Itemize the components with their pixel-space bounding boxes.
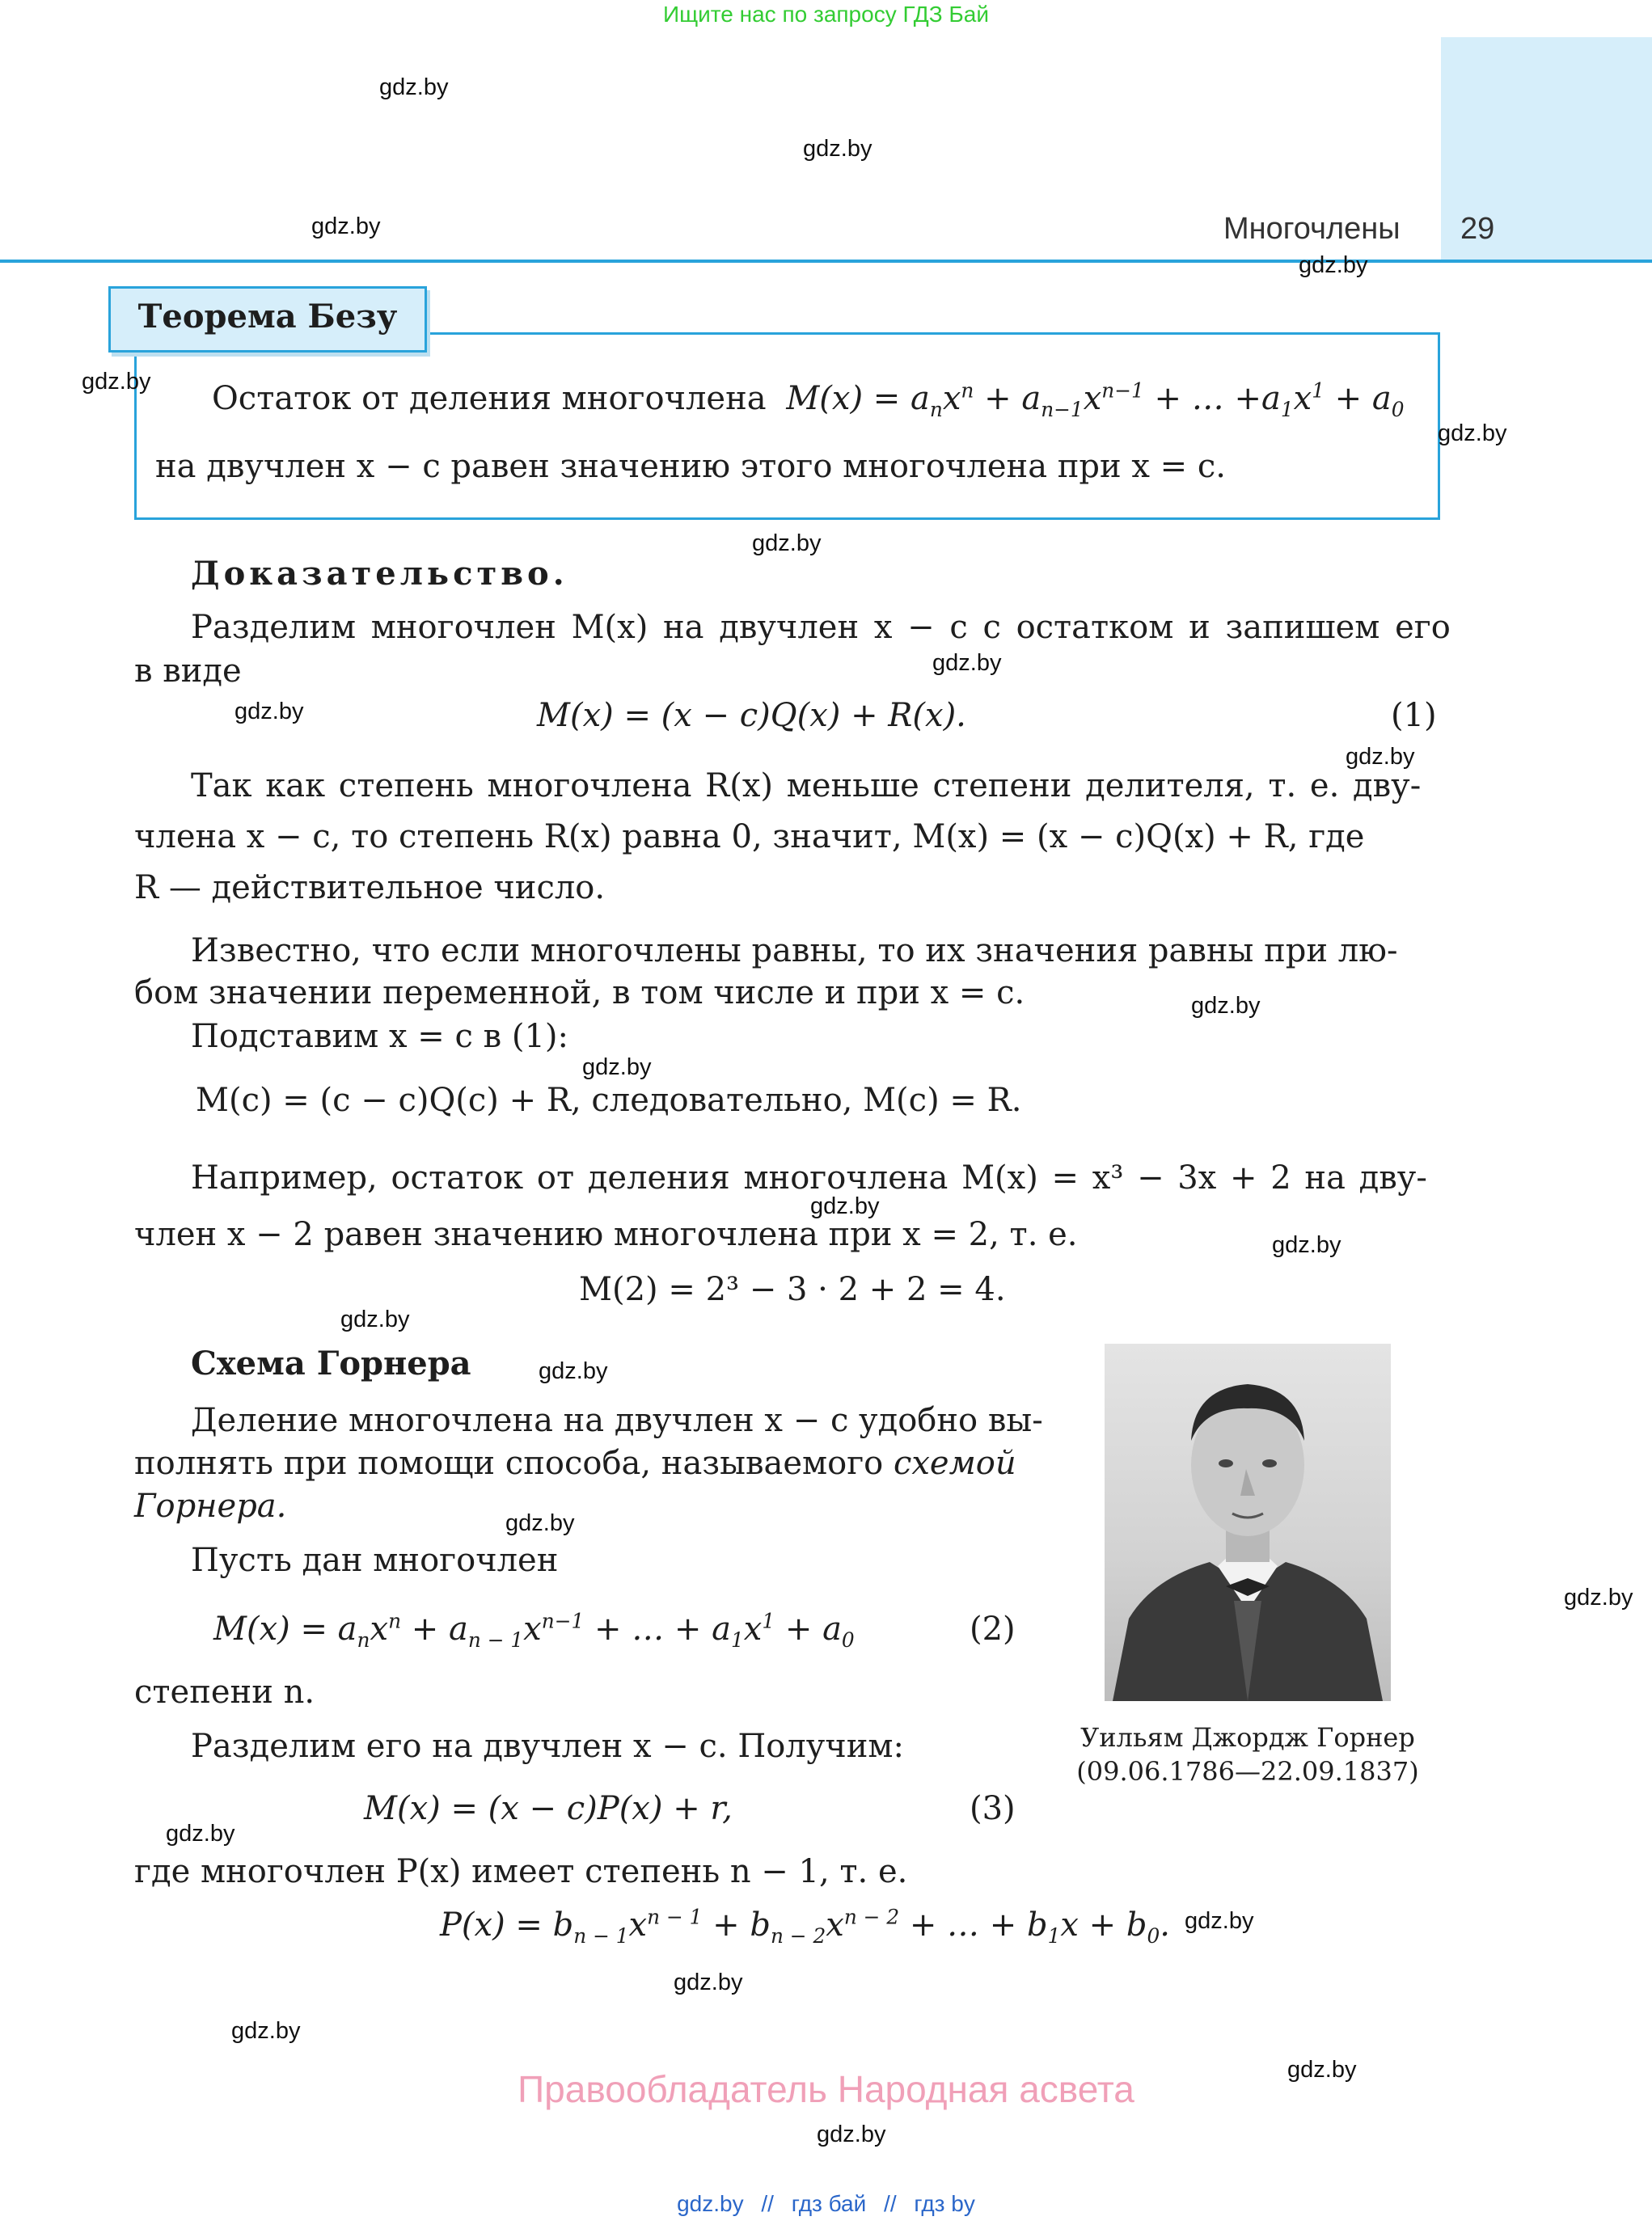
horner-p5: где многочлен P(x) имеет степень n − 1, т. е. [134,1853,908,1890]
watermark: gdz.by [539,1358,608,1384]
proof-p1-line2: в виде [134,652,242,690]
equation-1: M(x) = (x − c)Q(x) + R(x). [537,697,966,734]
watermark: gdz.by [379,74,449,100]
horner-p1-plain: полнять при помощи способа, называемого [134,1445,884,1482]
equation-2-number: (2) [970,1611,1016,1648]
footer-link-2[interactable]: гдз бай [791,2191,867,2216]
horner-p1-line3: Горнера. [134,1488,287,1525]
equation-3: M(x) = (x − c)P(x) + r, [364,1790,733,1827]
watermark: gdz.by [505,1510,575,1536]
horner-p1-line2 [134,1442,1016,1485]
theorem-title: Теорема Безу [137,298,398,336]
horner-p1-italic: схемой [893,1445,1016,1482]
portrait-caption-name: Уильям Джордж Горнер [1080,1722,1415,1753]
watermark: gdz.by [1191,993,1261,1019]
horner-heading: Схема Горнера [191,1345,471,1383]
watermark: gdz.by [752,530,822,556]
section-title: Многочлены [1223,212,1401,246]
theorem-line1-text: Остаток от деления многочлена [212,380,767,417]
watermark: gdz.by [817,2122,886,2147]
watermark: gdz.by [166,1821,235,1847]
proof-p2-line2: члена x − c, то степень R(x) равна 0, значит, M(x) = (x − c)Q(x) + R, где [134,818,1365,855]
horner-p2: Пусть дан многочлен [191,1542,559,1579]
theorem-line-2: на двучлен x − c равен значению этого многочлена при x = c. [155,448,1227,485]
portrait-caption-dates: (09.06.1786—22.09.1837) [1076,1756,1419,1787]
equation-1-number: (1) [1391,697,1437,734]
watermark: gdz.by [1346,744,1415,770]
watermark: gdz.by [810,1193,880,1219]
horner-p3: степени n. [134,1674,315,1711]
proof-p3-line1: Известно, что если многочлены равны, то их значения равны при лю- [191,932,1398,969]
theorem-formula: $M(x) = a_nx^n + a_{n-1}x^{n-1}$ + … $+a_1x^1 + a_0$ [786,378,1405,421]
page-number: 29 [1460,212,1495,246]
watermark: gdz.by [234,699,304,724]
horner-p1-line1: Деление многочлена на двучлен x − c удобно вы- [191,1402,1043,1439]
equation-4: $P(x) = b_{n - 1}x^{n - 1} + b_{n - 2}x^{n - 2}$ + … + $b_1x + b_0$. [440,1905,1170,1948]
equation-2: $M(x) = a_nx^n + a_{n - 1}x^{n-1}$ + … + $a_1x^1 + a_0$ [213,1609,855,1652]
top-banner[interactable]: Ищите нас по запросу ГДЗ Бай [662,2,990,27]
horner-p4: Разделим его на двучлен x − c. Получим: [191,1728,904,1765]
proof-p2-line1: Так как степень многочлена R(x) меньше степени делителя, т. е. дву- [191,767,1422,804]
footer-links [0,2191,1652,2217]
watermark: gdz.by [1287,2057,1357,2083]
proof-p2-line3: R — действительное число. [134,869,606,906]
theorem-box [134,332,1440,520]
example-equation: M(2) = 2³ − 3 · 2 + 2 = 4. [579,1271,1006,1308]
watermark: gdz.by [311,213,381,239]
theorem-line-1 [212,377,1405,420]
watermark: gdz.by [340,1307,410,1332]
portrait-illustration [1105,1344,1391,1701]
proof-p3-line2: бом значении переменной, в том числе и при x = c. [134,974,1025,1011]
watermark: gdz.by [231,2018,301,2044]
portrait-photo [1105,1344,1391,1701]
watermark: gdz.by [1438,420,1507,446]
proof-p4: Подставим x = c в (1): [191,1018,568,1055]
equation-mc: M(c) = (c − c)Q(c) + R, следовательно, M(c) = R. [196,1082,1022,1119]
watermark: gdz.by [1185,1908,1254,1934]
footer-separator-2: // [884,2191,897,2216]
proof-heading: Доказательство. [191,555,568,593]
watermark: gdz.by [932,650,1002,676]
watermark: gdz.by [1272,1232,1341,1258]
watermark: gdz.by [1299,252,1368,278]
header-rule [0,260,1652,263]
watermark: gdz.by [1564,1585,1633,1611]
copyright: Правообладатель Народная асвета [518,2068,1134,2110]
watermark: gdz.by [82,369,151,395]
proof-p1-line1: Разделим многочлен M(x) на двучлен x − c с остатком и запишем его [191,609,1451,646]
watermark: gdz.by [803,136,872,162]
example-line1: Например, остаток от деления многочлена M(x) = x³ − 3x + 2 на дву- [191,1159,1427,1197]
watermark: gdz.by [582,1054,652,1080]
footer-link-3[interactable]: гдз by [914,2191,975,2216]
footer-link-1[interactable]: gdz.by [677,2191,744,2216]
footer-separator-1: // [761,2191,774,2216]
example-line2: член x − 2 равен значению многочлена при x = 2, т. е. [134,1216,1078,1253]
watermark: gdz.by [674,1970,743,1995]
equation-3-number: (3) [970,1790,1016,1827]
